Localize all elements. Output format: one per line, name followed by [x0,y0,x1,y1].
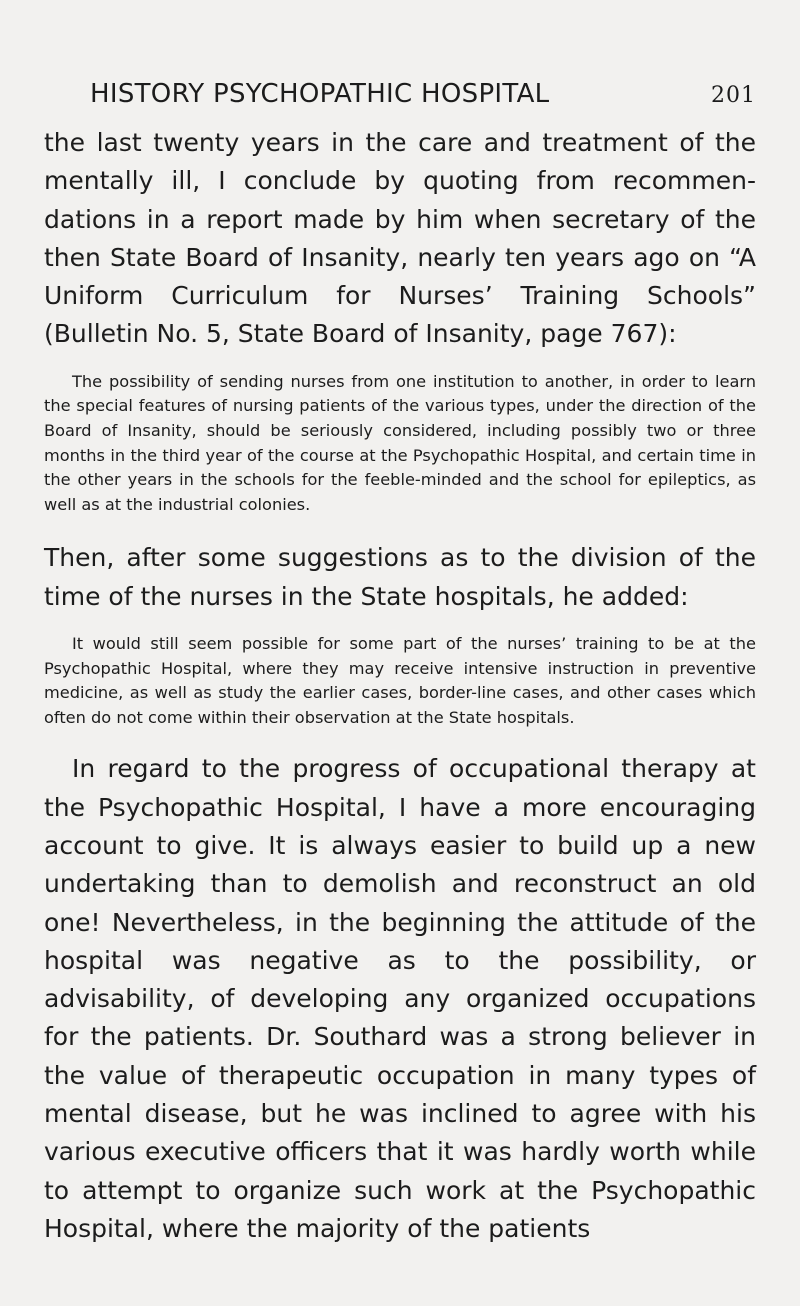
block-quote-1: The possibility of sending nurses from one institution to another, in order to learn the special features of nursing patients of the various types, under the direction of the Board of Insanity, should be seriously considered, including possibly two or three months in the third year of the course at the Psychopathic Hospital, and certain time in the other years in the schools for the feeble-minded and the school for epileptics, as well as at the industrial colonies. [44,371,756,514]
running-title: HISTORY PSYCHOPATHIC HOSPITAL [90,79,550,109]
block-quote-2: It would still seem possible for some part of the nurses’ training to be at the Psychopathic Hospital, where they may receive intensive instruction in preventive medicine, as well as study the earlier cases, border-line cases, and other cases which often do not come within their observation at the State hospitals. [44,633,756,727]
running-head [90,76,756,124]
body-paragraph-3: In regard to the progress of occupational therapy at the Psychopathic Hospital, I have a more encouraging account to give. It is always easier to build up a new undertaking than to demolish and reconstruct an old one! Nevertheless, in the beginning the attitude of the hospital was negative as to the possibility, or advisability, of developing any organized occupations for the patients. Dr. Southard was a strong believer in the value of therapeutic occupation in many types of mental disease, but he was inclined to agree with his various executive officers that it was hardly worth while to attempt to organize such work at the Psychopathic Hospital, where the majority of the patients [44,754,756,1243]
body-paragraph-1: the last twenty years in the care and treatment of the mentally ill, I conclude by quoting from recommendations in a report made by him when secretary of the then State Board of Insanity, nearly ten years ago on “A Uniform Curriculum for Nurses’ Training Schools” (Bulletin No. 5, State Board of Insanity, page 767): [44,128,756,349]
body-paragraph-2: Then, after some suggestions as to the division of the time of the nurses in the State hospitals, he added: [44,543,756,611]
book-page [44,76,756,1248]
page-number: 201 [711,83,756,108]
